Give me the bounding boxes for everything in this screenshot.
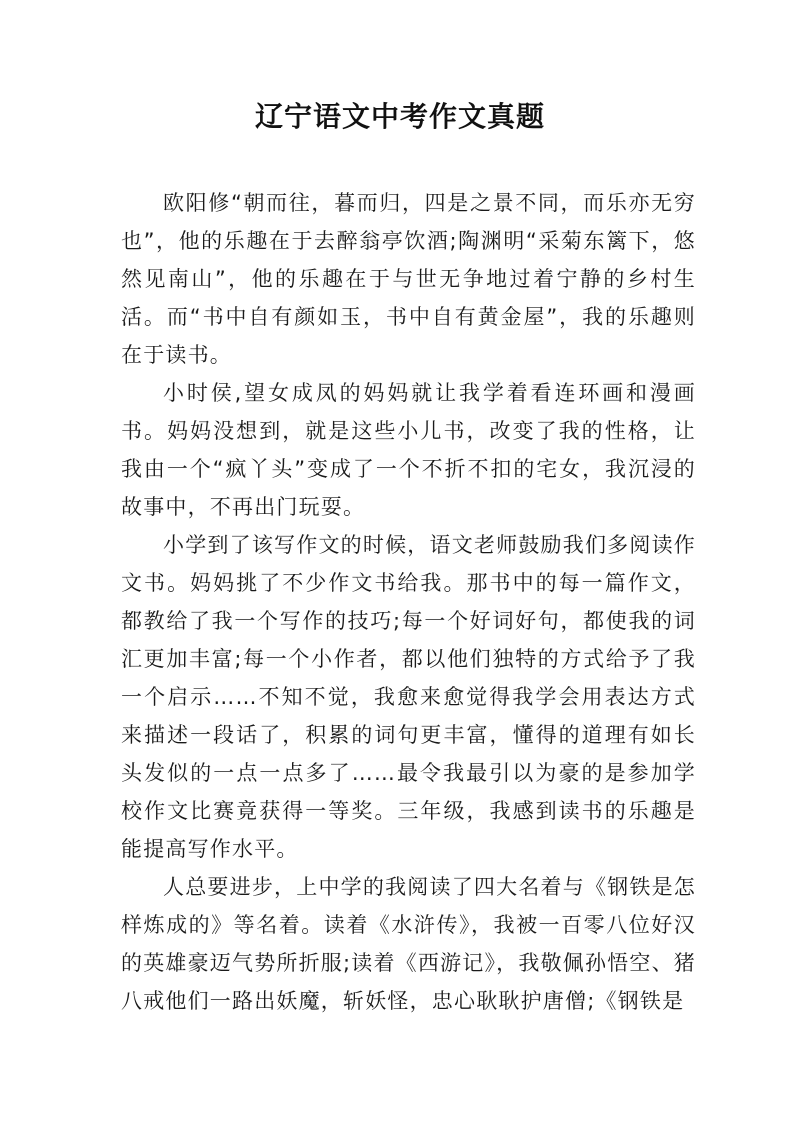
paragraph-1: 欧阳修“朝而往，暮而归，四是之景不同，而乐亦无穷也”，他的乐趣在于去醉翁亭饮酒;陶渊明“采菊东篱下，悠然见南山”，他的乐趣在于与世无争地过着宁静的乡村生活。而“书中自有颜如玉，书中自有黄金屋”，我的乐趣则在于读书。 bbox=[121, 191, 696, 367]
document-body bbox=[121, 184, 696, 1020]
paragraph-3: 小学到了该写作文的时候，语文老师鼓励我们多阅读作文书。妈妈挑了不少作文书给我。那书中的每一篇作文，都教给了我一个写作的技巧;每一个好词好句，都使我的词汇更加丰富;每一个小作者，都以他们独特的方式给予了我一个启示……不知不觉，我愈来愈觉得我学会用表达方式来描述一段话了，积累的词句更丰富，懂得的道理有如长头发似的一点一点多了……最令我最引以为豪的是参加学校作文比赛竟获得一等奖。三年级，我感到读书的乐趣是能提高写作水平。 bbox=[121, 533, 696, 861]
paragraph-4: 人总要进步，上中学的我阅读了四大名着与《钢铁是怎样炼成的》等名着。读着《水浒传》，我被一百零八位好汉的英雄豪迈气势所折服;读着《西游记》，我敬佩孙悟空、猪八戒他们一路出妖魔，斩妖怪，忠心耿耿护唐僧;《钢铁是 bbox=[121, 875, 696, 1013]
page-title: 辽宁语文中考作文真题 bbox=[254, 100, 545, 133]
paragraph-2: 小时侯,望女成凤的妈妈就让我学着看连环画和漫画书。妈妈没想到，就是这些小儿书，改变了我的性格，让我由一个“疯丫头”变成了一个不折不扣的宅女，我沉浸的故事中，不再出门玩耍。 bbox=[121, 381, 696, 519]
